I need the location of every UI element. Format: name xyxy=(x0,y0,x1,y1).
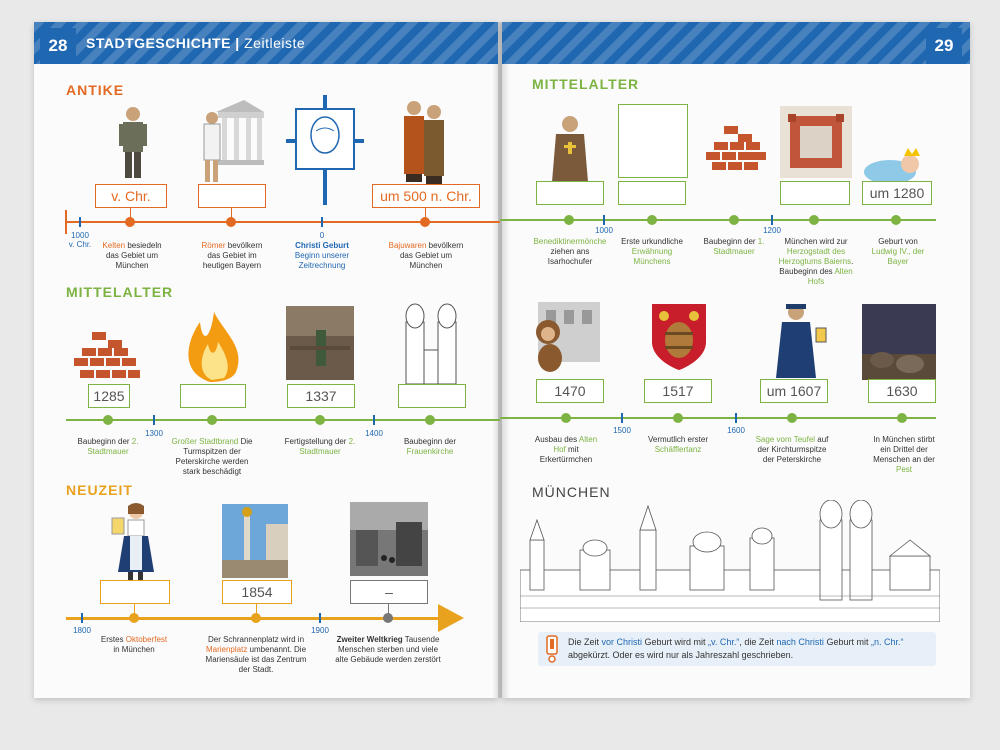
tick-label-1900: 1900 xyxy=(311,626,329,635)
tick-label-line: 1000 v. Chr. xyxy=(68,231,92,249)
note-highlight: vor Christi xyxy=(601,637,643,647)
caption-highlight: Christi Geburt xyxy=(295,241,349,250)
caption-stadtmauer-2 xyxy=(74,437,142,457)
timeline-dot xyxy=(561,413,571,423)
caption-sage-teufel xyxy=(751,435,833,465)
timeline-dot xyxy=(251,613,261,623)
frauenkirche-icon xyxy=(400,302,462,384)
title-separator: | xyxy=(230,35,245,51)
caption-text: Ausbau des xyxy=(534,435,579,444)
caption-weltkrieg xyxy=(334,635,442,665)
old-court-icon xyxy=(780,106,852,178)
caption-text: Der Schrannenplatz wird in xyxy=(207,635,305,644)
christ-medallion-icon xyxy=(286,95,364,205)
rats-icon xyxy=(862,304,936,380)
page-title xyxy=(86,35,305,51)
barrel-shield-icon xyxy=(650,302,708,372)
caption-schaefflertanz xyxy=(640,435,716,455)
note-highlight: „v. Chr.“ xyxy=(708,637,740,647)
book-spine xyxy=(492,22,510,698)
timeline-arrow-icon xyxy=(438,604,464,632)
timeline-dot xyxy=(420,217,430,227)
tick-label-0: 0 xyxy=(319,231,325,240)
header-banner-right xyxy=(502,22,970,64)
tick-label-1600: 1600 xyxy=(727,426,745,435)
date-box-benediktiner[interactable] xyxy=(536,181,604,205)
note-text: , die Zeit xyxy=(739,637,777,647)
munich-skyline-illustration xyxy=(520,500,940,622)
timeline-dot xyxy=(897,413,907,423)
caption-text: Tausende Menschen sterben und viele alte Gebäude werden zerstört xyxy=(335,635,441,664)
caption-text: besiedeln das Gebiet um München xyxy=(105,241,162,270)
date-box-oktoberfest[interactable] xyxy=(100,580,170,604)
caption-text: umbenannt. Die Mariensäule ist das Zentrum der Stadt. xyxy=(205,645,307,674)
section-title-antike: ANTIKE xyxy=(66,82,125,98)
date-box-1854[interactable]: 1854 xyxy=(222,580,292,604)
info-note xyxy=(538,632,936,666)
caption-text: Erstes xyxy=(100,635,126,644)
title-main: STADTGESCHICHTE xyxy=(86,35,231,51)
exclamation-icon xyxy=(546,635,558,663)
brick-wall-icon xyxy=(72,332,142,388)
caption-highlight: Zweiter Weltkrieg xyxy=(336,635,403,644)
document-frame-icon xyxy=(618,104,688,178)
caption-highlight: Römer xyxy=(201,241,226,250)
caption-text: In München stirbt ein Drittel der Menschen an der xyxy=(873,435,935,464)
caption-herzogstadt xyxy=(776,237,856,287)
caption-text: mit Erkertürmchen xyxy=(539,445,593,464)
tick-0 xyxy=(321,217,323,227)
timeline-dot xyxy=(673,413,683,423)
caption-text: Geburt von xyxy=(878,237,918,246)
info-note-text xyxy=(568,636,930,662)
monkey-icon xyxy=(524,302,600,378)
date-box-ludwig[interactable]: um 1280 xyxy=(862,181,932,205)
caption-stadtmauer-1 xyxy=(700,237,768,257)
timeline-dot xyxy=(226,217,236,227)
caption-roemer xyxy=(194,241,270,271)
caption-text: Baubeginn der xyxy=(77,437,132,446)
caption-stadtbrand xyxy=(169,437,255,477)
note-text: abgekürzt. Oder es wird nur als Jahreszahl geschrieben. xyxy=(568,650,794,660)
caption-highlight: Herzogstadt des Herzogtums Baierns xyxy=(778,247,852,266)
date-box-frauenkirche[interactable] xyxy=(398,384,466,408)
mariensaeule-icon xyxy=(222,504,288,578)
page-number-right: 29 xyxy=(926,28,962,64)
roman-temple-icon xyxy=(194,100,264,186)
caption-highlight: Kelten xyxy=(102,241,126,250)
date-box-stadtbrand[interactable] xyxy=(180,384,246,408)
caption-highlight: Benediktinermönche xyxy=(533,237,607,246)
caption-highlight: Bajuwaren xyxy=(388,241,427,250)
caption-pest xyxy=(868,435,940,475)
caption-highlight: Sage vom Teufel xyxy=(755,435,816,444)
caption-highlight: Alten Hofs xyxy=(807,267,853,286)
timeline-dot xyxy=(103,415,113,425)
caption-highlight: 2. Stadtmauer xyxy=(299,437,356,456)
date-box-1285[interactable]: 1285 xyxy=(88,384,130,408)
timeline-dot xyxy=(425,415,435,425)
date-box-kelten[interactable]: v. Chr. xyxy=(95,184,167,208)
caption-oktoberfest xyxy=(98,635,170,655)
tick-1200 xyxy=(771,215,773,225)
timeline-dot xyxy=(207,415,217,425)
note-text: Geburt wird mit xyxy=(642,637,709,647)
bavarian-couple-icon xyxy=(396,98,452,188)
caption-benediktiner xyxy=(531,237,609,267)
caption-highlight: Erwähnung Münchens xyxy=(631,247,673,266)
timeline-dot xyxy=(787,413,797,423)
caption-text: ziehen ans Isarhochufer xyxy=(547,247,593,266)
date-box-roemer[interactable] xyxy=(198,184,266,208)
tick-1500 xyxy=(621,413,623,423)
date-box-bajuwaren[interactable]: um 500 n. Chr. xyxy=(372,184,480,208)
section-title-muenchen: MÜNCHEN xyxy=(532,484,611,500)
tick-label-1500: 1500 xyxy=(613,426,631,435)
fire-icon xyxy=(180,312,246,382)
caption-text: in München xyxy=(113,645,155,654)
timeline-dot xyxy=(809,215,819,225)
tick-label-1400: 1400 xyxy=(365,429,383,438)
caption-kelten xyxy=(96,241,168,271)
monk-icon xyxy=(546,114,594,186)
caption-text: bevölkern das Gebiet um München xyxy=(399,241,464,270)
note-highlight: „n. Chr.“ xyxy=(870,637,904,647)
caption-text: Die Turmspitzen der Peterskirche werden stark beschädigt xyxy=(175,437,253,476)
caption-frauenkirche xyxy=(398,437,462,457)
caption-erwaehnung xyxy=(614,237,690,267)
tick-1000-bc xyxy=(79,217,81,227)
tick-1400 xyxy=(373,415,375,425)
date-box-1337[interactable]: 1337 xyxy=(287,384,355,408)
caption-highlight: 1. Stadtmauer xyxy=(713,237,765,256)
caption-highlight: Oktoberfest xyxy=(125,635,168,644)
timeline-dot xyxy=(129,613,139,623)
city-wall-photo-icon xyxy=(286,306,354,380)
date-box-erwaehnung[interactable] xyxy=(618,181,686,205)
caption-bajuwaren xyxy=(388,241,464,271)
dirndl-woman-icon xyxy=(110,502,160,584)
timeline-dot xyxy=(647,215,657,225)
caption-text: . Baubeginn des xyxy=(779,257,854,276)
timeline-dot xyxy=(564,215,574,225)
caption-highlight: Pest xyxy=(895,465,912,474)
war-photo-icon xyxy=(350,502,428,576)
caption-text: Erste urkundliche xyxy=(621,237,683,246)
tick-label-1800: 1800 xyxy=(73,626,91,635)
caption-christi-geburt xyxy=(286,241,358,271)
note-highlight: nach Christi xyxy=(776,637,824,647)
tick-label-1000-bc xyxy=(69,231,92,249)
night-watchman-icon xyxy=(774,302,832,382)
tick-1300 xyxy=(153,415,155,425)
date-box-1470[interactable]: 1470 xyxy=(536,379,604,403)
tick-label-1000: 1000 xyxy=(595,226,613,235)
section-title-neuzeit: NEUZEIT xyxy=(66,482,133,498)
tick-label-1200: 1200 xyxy=(763,226,781,235)
caption-text: Baubeginn der xyxy=(703,237,758,246)
date-box-herzogstadt[interactable] xyxy=(780,181,850,205)
tick-1900 xyxy=(319,613,321,623)
section-title-mittelalter-left: MITTELALTER xyxy=(66,284,174,300)
date-box-1517[interactable]: 1517 xyxy=(644,379,712,403)
brick-wall-icon xyxy=(704,126,768,176)
caption-text: Baubeginn der xyxy=(403,437,457,446)
tick-1800 xyxy=(81,613,83,623)
caption-ludwig xyxy=(868,237,928,267)
timeline-dot xyxy=(315,415,325,425)
tick-label-1300: 1300 xyxy=(145,429,163,438)
title-sub: Zeitleiste xyxy=(244,35,306,51)
timeline-start-bar xyxy=(65,210,67,234)
timeline-dot xyxy=(729,215,739,225)
timeline-dot xyxy=(125,217,135,227)
caption-fertigstellung xyxy=(283,437,357,457)
tick-1600 xyxy=(735,413,737,423)
caption-text: Fertigstellung der xyxy=(284,437,349,446)
caption-highlight: Alten Hof xyxy=(553,435,598,454)
celt-warrior-icon xyxy=(110,104,156,186)
timeline-dot xyxy=(383,613,393,623)
page-number-left: 28 xyxy=(40,28,76,64)
caption-text: bevölkern das Gebiet im heutigen Bayern xyxy=(202,241,263,270)
caption-highlight: Frauenkirche xyxy=(406,447,454,456)
caption-alter-hof xyxy=(531,435,601,465)
note-text: Geburt mit xyxy=(823,637,871,647)
caption-text: München wird zur xyxy=(784,237,848,246)
caption-marienplatz xyxy=(201,635,311,675)
caption-highlight: Ludwig IV., der Bayer xyxy=(871,247,925,266)
caption-highlight: Großer Stadtbrand xyxy=(171,437,239,446)
tick-1000 xyxy=(603,215,605,225)
caption-text: Beginn unserer Zeitrechnung xyxy=(294,251,350,270)
date-box-1630[interactable]: 1630 xyxy=(868,379,936,403)
date-box-weltkrieg[interactable]: – xyxy=(350,580,428,604)
caption-text: Vermutlich erster xyxy=(647,435,709,444)
note-text: Die Zeit xyxy=(568,637,602,647)
caption-highlight: Schäfflertanz xyxy=(654,445,702,454)
section-title-mittelalter-right: MITTELALTER xyxy=(532,76,640,92)
caption-text: auf der Kirchturmspitze der Peterskirche xyxy=(757,435,829,464)
timeline-dot xyxy=(891,215,901,225)
caption-highlight: 2. Stadtmauer xyxy=(87,437,139,456)
caption-highlight: Marienplatz xyxy=(205,645,248,654)
date-box-1607[interactable]: um 1607 xyxy=(760,379,828,403)
